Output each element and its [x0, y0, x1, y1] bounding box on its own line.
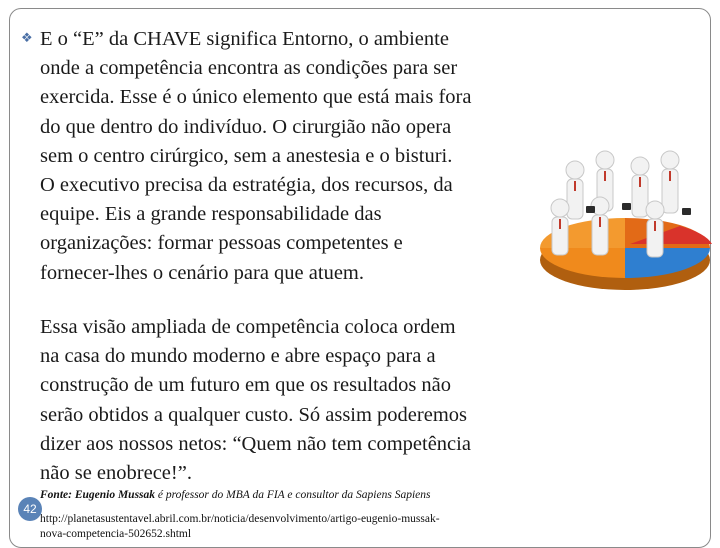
source-url: http://planetasustentavel.abril.com.br/noticia/desenvolvimento/artigo-eugenio-mussak- nova-competencia-502652.shtml — [40, 513, 440, 540]
paragraph-visao-ampliada: Essa visão ampliada de competência coloca ordem na casa do mundo moderno e abre espaço para a construção de um futuro em que os resultados não serão obtidos a qualquer custo. Só assim poderemos dizer aos nossos netos: “Quem não tem competência não se enobrece!”. — [40, 316, 471, 485]
team-pie-chart-illustration — [530, 148, 720, 298]
paragraph-entorno: E o “E” da CHAVE significa Entorno, o ambiente onde a competência encontra as condições para ser exercida. Esse é o único elemento que está mais fora do que dentro do indivíduo. O cirurgião não opera sem o centro cirúrgico, sem a anestesia e o bisturi. O executivo precisa da estratégia, dos recursos, da equipe. Eis a grande responsabilidade das organizações: formar pessoas competentes e fornecer-lhes o cenário para que atuem. — [40, 28, 472, 284]
source-note — [40, 488, 540, 503]
bullet-icon: ❖ — [21, 30, 33, 45]
source-label: Fonte: Eugenio Mussak — [40, 489, 156, 501]
page-number-badge: 42 — [18, 497, 42, 521]
source-description: é professor do MBA da FIA e consultor da Sapiens Sapiens — [155, 489, 431, 501]
